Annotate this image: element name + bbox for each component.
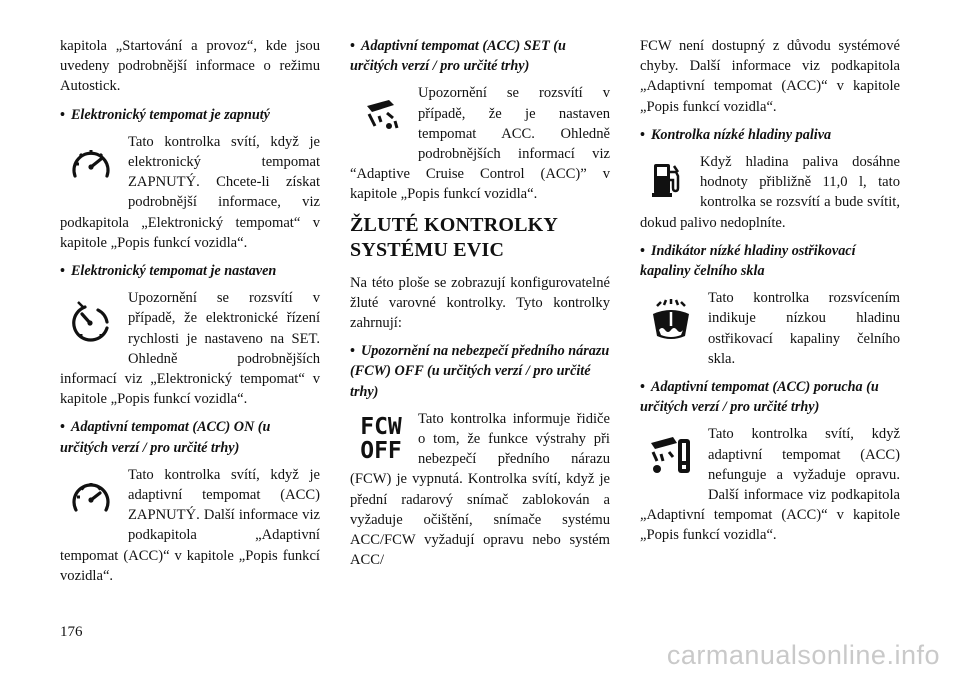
paragraph: Tato kontrolka rozsvícením indikuje nízkou hladinu ostřikovací kapaliny čelního skla. xyxy=(708,290,900,367)
acc-on-icon xyxy=(60,469,122,527)
bullet-heading-text: Kontrolka nízké hladiny paliva xyxy=(650,126,832,143)
paragraph: Tato kontrolka svítí, když adaptivní tempomat (ACC) nefunguje a vyžaduje opravu. Další informace viz podkapitola „Adaptivní tempomat (ACC)“ v kapitole „Popis funkcí vozidla“. xyxy=(640,426,900,544)
fcw-off-icon xyxy=(350,415,412,463)
bullet-heading-text: Elektronický tempomat je nastaven xyxy=(70,263,277,280)
paragraph: Upozornění se rozsvítí v případě, že elektronické řízení rychlosti je nastaveno na SET. Ohledně podrobnějších informací viz „Elektronický tempomat“ v kapitole „Popis funkcí vozidla“. xyxy=(60,290,320,408)
page-number: 176 xyxy=(60,624,83,640)
bullet-heading-text: Adaptivní tempomat (ACC) ON (u určitých verzí / pro určité trhy) xyxy=(60,419,271,456)
bullet-heading-text: Upozornění na nebezpečí předního nárazu (FCW) OFF (u určitých verzí / pro určité trhy) xyxy=(350,343,610,400)
acc-set-icon xyxy=(350,87,412,145)
bullet-heading: • Upozornění na nebezpečí předního nárazu (FCW) OFF (u určitých verzí / pro určité trhy) xyxy=(350,343,610,400)
bullet-heading: • Elektronický tempomat je nastaven xyxy=(60,263,277,280)
paragraph: FCW není dostupný z důvodu systémové chyby. Další informace viz podkapitola „Adaptivní tempomat (ACC)“ v kapitole „Popis funkcí vozidla“. xyxy=(640,38,900,115)
paragraph: kapitola „Startování a provoz“, kde jsou uvedeny podrobnější informace o režimu Autostick. xyxy=(60,38,320,95)
paragraph: Tato kontrolka svítí, když je elektronický tempomat ZAPNUTÝ. Chcete-li získat podrobnější informace, viz podkapitola „Elektronický tempomat“ v kapitole „Popis funkcí vozidla“. xyxy=(60,133,320,251)
cruise-set-icon xyxy=(60,292,122,350)
bullet-heading: • Adaptivní tempomat (ACC) SET (u určitých verzí / pro určité trhy) xyxy=(350,38,566,75)
cruise-control-icon xyxy=(60,136,122,194)
column-2 xyxy=(350,36,610,578)
paragraph: Tato kontrolka svítí, když je adaptivní tempomat (ACC) ZAPNUTÝ. Další informace viz podkapitola „Adaptivní tempomat (ACC)“ v kapitole „Popis funkcí vozidla“. xyxy=(60,466,320,584)
bullet-heading: • Elektronický tempomat je zapnutý xyxy=(60,106,270,123)
watermark: carmanualsonline.info xyxy=(666,640,940,670)
fuel-pump-icon xyxy=(640,154,694,204)
column-3 xyxy=(640,36,900,554)
section-heading: ŽLUTÉ KONTROLKY SYSTÉMU EVIC xyxy=(350,213,558,261)
bullet-heading: • Adaptivní tempomat (ACC) ON (u určitých verzí / pro určité trhy) xyxy=(60,419,271,456)
fcw-icon-line-2: OFF xyxy=(360,437,402,464)
washer-fluid-icon xyxy=(640,292,702,350)
acc-fault-icon xyxy=(640,428,702,486)
bullet-heading-text: Adaptivní tempomat (ACC) porucha (u určitých verzí / pro určité trhy) xyxy=(640,379,879,416)
bullet-heading: • Adaptivní tempomat (ACC) porucha (u určitých verzí / pro určité trhy) xyxy=(640,379,879,416)
bullet-heading-text: Indikátor nízké hladiny ostřikovací kapaliny čelního skla xyxy=(640,242,856,280)
fcw-icon-line-1: FCW xyxy=(360,413,402,440)
bullet-heading: • Indikátor nízké hladiny ostřikovací kapaliny čelního skla xyxy=(640,242,856,280)
paragraph: Když hladina paliva dosáhne hodnoty přibližně 11,0 l, tato kontrolka se rozsvítí a bude svítit, dokud palivo nedoplníte. xyxy=(640,154,900,231)
paragraph: Upozornění se rozsvítí v případě, že je nastaven tempomat ACC. Ohledně podrobnějších informací viz “Adaptive Cruise Control (ACC)” v kapitole „Popis funkcí vozidla“. xyxy=(350,85,610,203)
paragraph: Tato kontrolka informuje řidiče o tom, že funkce výstrahy při nebezpečí předního nárazu (FCW) je vypnutá. Kontrolka svítí, když je přední radarový snímač zablokován a vyžaduje očištění, snímače systému ACC/FCW vyžadují opravu nebo systém ACC/ xyxy=(350,410,610,569)
column-1 xyxy=(60,36,320,594)
paragraph: Na této ploše se zobrazují konfigurovatelné žluté varovné kontrolky. Tyto kontrolky zahrnují: xyxy=(350,274,610,332)
bullet-heading-text: Elektronický tempomat je zapnutý xyxy=(70,106,270,123)
bullet-heading: • Kontrolka nízké hladiny paliva xyxy=(640,126,832,143)
bullet-heading-text: Adaptivní tempomat (ACC) SET (u určitých verzí / pro určité trhy) xyxy=(350,38,566,75)
